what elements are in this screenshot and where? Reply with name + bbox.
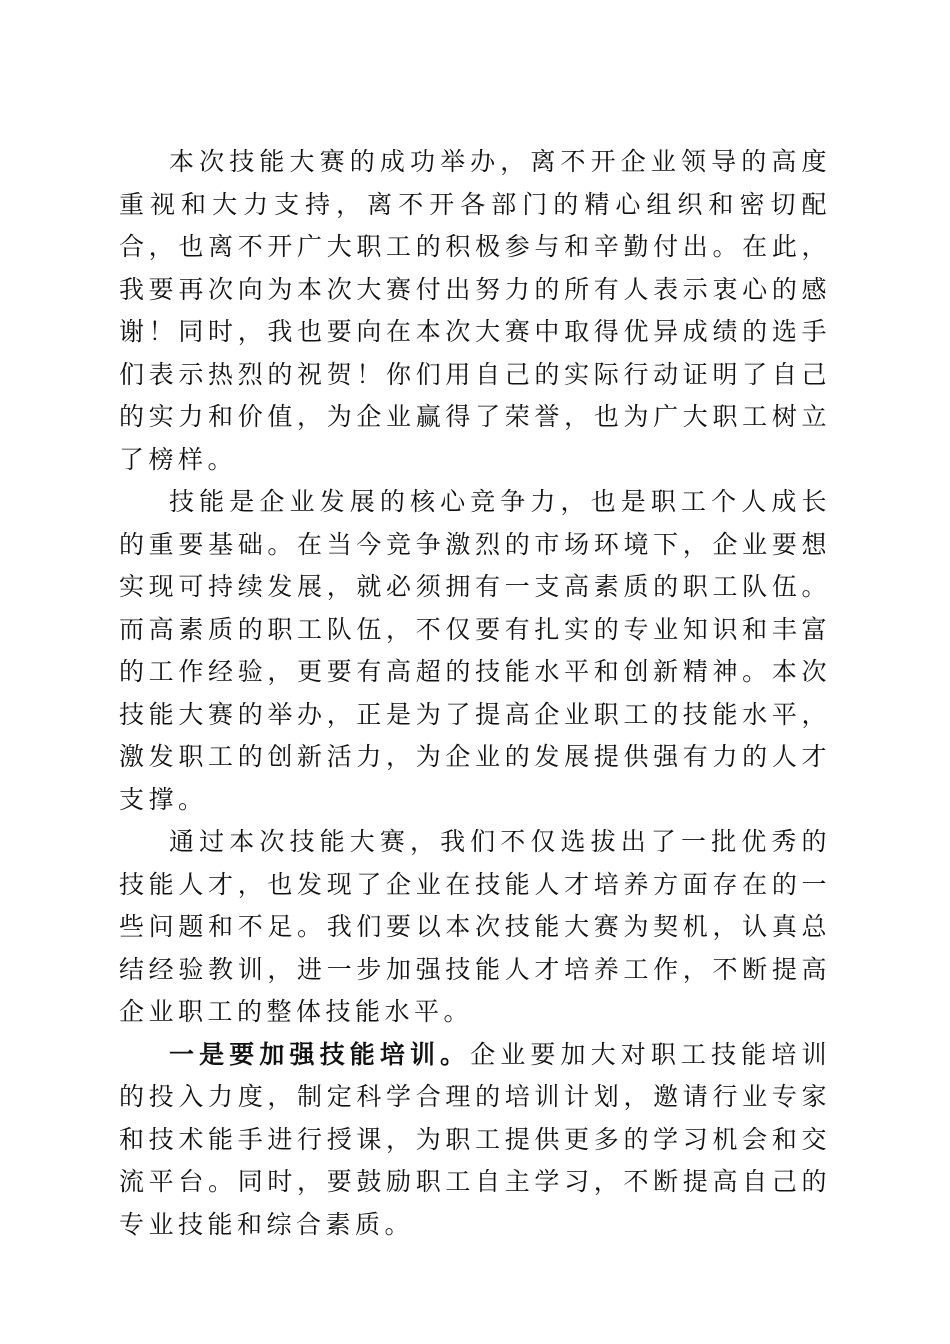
paragraph-1-text: 本次技能大赛的成功举办，离不开企业领导的高度重视和大力支持，离不开各部门的精心组织和密切配合，也离不开广大职工的积极参与和辛勤付出。在此，我要再次向为本次大赛付出努力的所有人表示衷心的感谢！同时，我也要向在本次大赛中取得优异成绩的选手们表示热烈的祝贺！你们用自己的实际行动证明了自己的实力和价值，为企业赢得了荣誉，也为广大职工树立了榜样。 (119, 147, 831, 474)
document-body (119, 141, 831, 1246)
paragraph-4-text: 企业要加大对职工技能培训的投入力度，制定科学合理的培训计划，邀请行业专家和技术能手进行授课，为职工提供更多的学习机会和交流平台。同时，要鼓励职工自主学习，不断提高自己的专业技能和综合素质。 (119, 1039, 831, 1239)
paragraph-1 (119, 141, 831, 481)
paragraph-4 (119, 1034, 831, 1247)
paragraph-2-text: 技能是企业发展的核心竞争力，也是职工个人成长的重要基础。在当今竞争激烈的市场环境下，企业要想实现可持续发展，就必须拥有一支高素质的职工队伍。而高素质的职工队伍，不仅要有扎实的专业知识和丰富的工作经验，更要有高超的技能水平和创新精神。本次技能大赛的举办，正是为了提高企业职工的技能水平，激发职工的创新活力，为企业的发展提供强有力的人才支撑。 (119, 487, 831, 814)
paragraph-3-text: 通过本次技能大赛，我们不仅选拔出了一批优秀的技能人才，也发现了企业在技能人才培养方面存在的一些问题和不足。我们要以本次技能大赛为契机，认真总结经验教训，进一步加强技能人才培养工作，不断提高企业职工的整体技能水平。 (119, 827, 831, 1026)
paragraph-3 (119, 821, 831, 1034)
paragraph-2 (119, 481, 831, 821)
paragraph-4-lead: 一是要加强技能培训。 (169, 1039, 471, 1069)
